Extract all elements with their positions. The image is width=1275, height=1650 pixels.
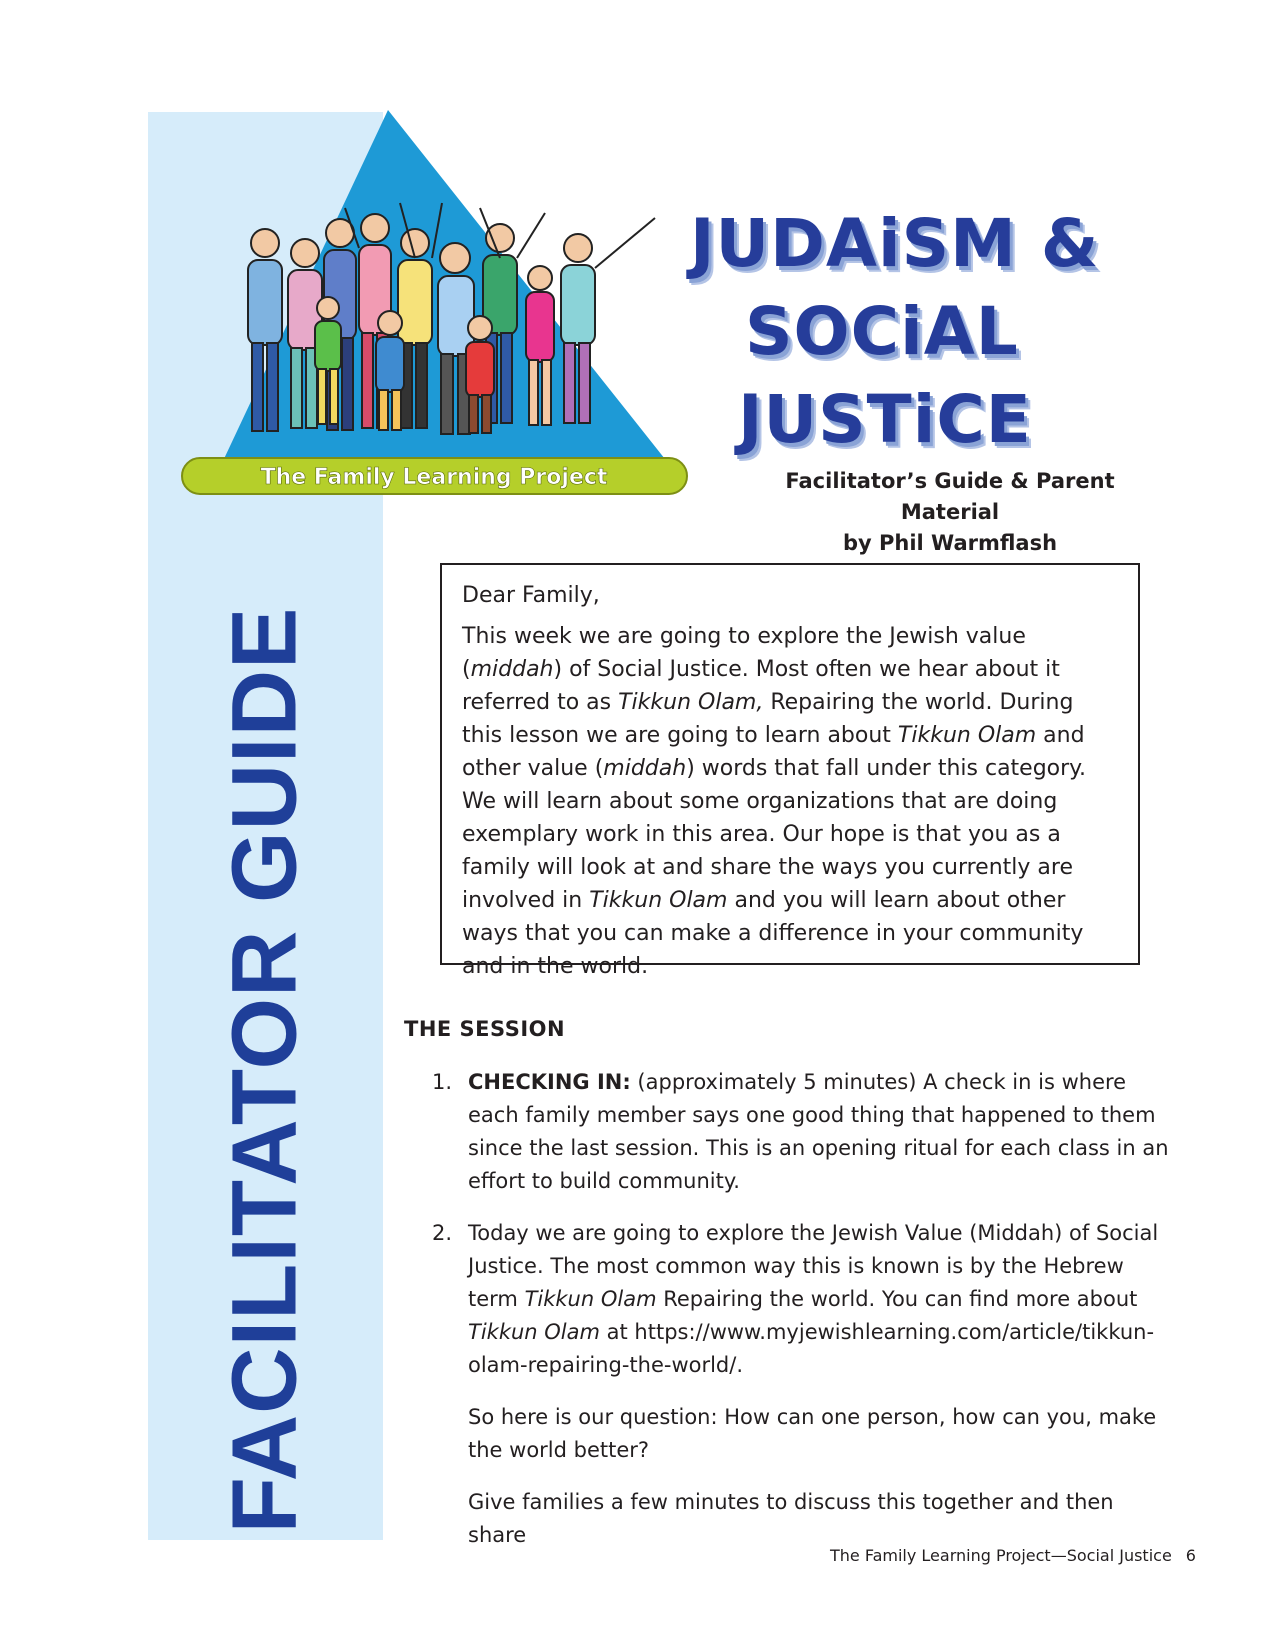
subtitle — [740, 466, 1160, 559]
letter-term: Tikkun Olam — [897, 723, 1037, 748]
footer-text: The Family Learning Project—Social Justice — [830, 1546, 1172, 1565]
item-text: at https://www.myjewishlearning.com/article/tikkun-olam-repairing-the-world/. — [468, 1320, 1155, 1377]
item-text: Repairing the world. You can find more about — [656, 1287, 1138, 1311]
list-number: 1. — [432, 1070, 453, 1094]
question-paragraph: So here is our question: How can one person, how can you, make the world better? — [468, 1405, 1157, 1462]
item-text: (approximately 5 minutes) A check in is where each family member says one good thing that happened to them since the last session. This is an opening ritual for each class in an effort to build community. — [468, 1070, 1169, 1193]
letter-body — [462, 620, 1118, 983]
letter-greeting: Dear Family, — [462, 583, 600, 608]
session-list — [432, 1066, 1172, 1571]
instruction-paragraph: Give families a few minutes to discuss this together and then share — [468, 1490, 1114, 1547]
page-footer — [830, 1546, 1196, 1565]
list-number: 2. — [432, 1221, 453, 1245]
letter-text: ) words that fall under this category. We will learn about some organizations that are doing exemplary work in this area. Our hope is that you as a family will look at and share the ways you currently are involved in — [462, 756, 1087, 913]
page-number: 6 — [1185, 1546, 1196, 1565]
list-item — [432, 1217, 1172, 1382]
item-text: Today we are going to explore the Jewish Value (Middah) of Social Justice. The most common way this is known is by the Hebrew term — [468, 1221, 1159, 1311]
letter-term: middah — [470, 657, 554, 682]
list-item — [432, 1066, 1172, 1198]
logo-banner-text: The Family Learning Project — [260, 465, 608, 490]
title-line-2: SOCiAL — [745, 293, 1019, 370]
family-learning-logo — [180, 108, 720, 523]
document-title — [690, 200, 1130, 464]
subtitle-line-2: by Phil Warmflash — [842, 531, 1058, 555]
letter-text: Repairing the world. During this lesson we are going to learn about — [462, 690, 1074, 748]
title-line-3: JUSTiCE — [738, 381, 1032, 458]
title-line-1: JUDAiSM & — [690, 205, 1100, 282]
letter-term: Tikkun Olam, — [618, 690, 764, 715]
item-label: CHECKING IN: — [468, 1070, 631, 1094]
session-heading: THE SESSION — [404, 1017, 566, 1041]
subtitle-line-1: Facilitator’s Guide & Parent Material — [785, 469, 1115, 524]
item-term: Tikkun Olam — [468, 1320, 600, 1344]
letter-text: ) of Social Justice. Most often we hear about it referred to as — [462, 657, 1060, 715]
item-term: Tikkun Olam — [524, 1287, 657, 1311]
letter-term: middah — [603, 756, 687, 781]
letter-term: Tikkun Olam — [589, 888, 728, 913]
sidebar-label: FACILITATOR GUIDE — [213, 606, 316, 1534]
letter-box — [440, 563, 1140, 979]
letter-text: and you will learn about other ways that you can make a difference in your community and in the world. — [462, 888, 1084, 979]
letter-text: and other value ( — [462, 723, 1085, 781]
letter-text: This week we are going to explore the Jewish value ( — [462, 624, 1026, 682]
